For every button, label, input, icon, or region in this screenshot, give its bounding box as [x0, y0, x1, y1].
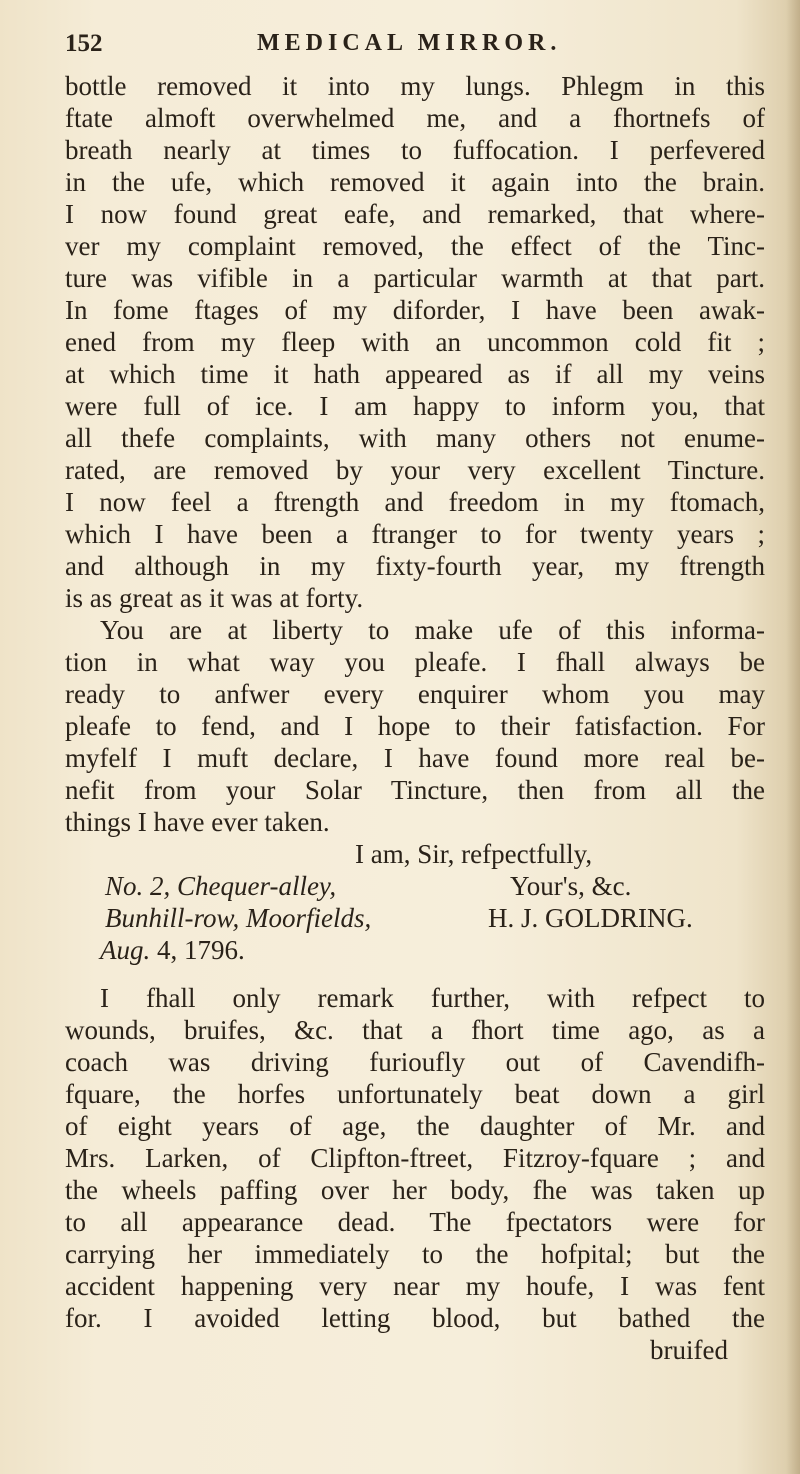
signature-row-1	[65, 870, 765, 902]
text-line: ture was vifible in a particular warmth at that part.	[65, 263, 765, 293]
page-header	[65, 24, 765, 64]
address-line-1: No. 2, Chequer-alley,	[105, 871, 337, 901]
text-line: nefit from your Solar Tincture, then from all the	[65, 775, 765, 805]
text-line: and although in my fixty-fourth year, my ftrength	[65, 551, 765, 581]
text-line: bottle removed it into my lungs. Phlegm in this	[65, 71, 765, 101]
text-line: all thefe complaints, with many others not enume-	[65, 423, 765, 453]
text-line: is as great as it was at forty.	[65, 583, 364, 613]
text-line: ftate almoft overwhelmed me, and a fhortnefs of	[65, 103, 765, 133]
text-line: breath nearly at times to fuffocation. I perfevered	[65, 135, 765, 165]
signer-name: H. J. GOLDRING.	[488, 903, 693, 933]
text-line: tion in what way you pleafe. I fhall always be	[65, 647, 765, 677]
text-line: In fome ftages of my diforder, I have been awak-	[65, 295, 765, 325]
letter-paragraph-1	[65, 70, 765, 614]
text-line: coach was driving furioufly out of Cavendifh-	[65, 1047, 765, 1077]
text-line: accident happening very near my houfe, I was fent	[65, 1271, 765, 1301]
commentary-paragraph	[65, 982, 765, 1334]
date-rest: 4, 1796.	[157, 935, 245, 965]
text-line: in the ufe, which removed it again into the brain.	[65, 167, 765, 197]
text-line: carrying her immediately to the hofpital; but the	[65, 1239, 765, 1269]
text-line: ened from my fleep with an uncommon cold fit ;	[65, 327, 765, 357]
text-line: pleafe to fend, and I hope to their fatisfaction. For	[65, 711, 765, 741]
catchword: bruifed	[650, 1335, 728, 1365]
text-line: wounds, bruifes, &c. that a fhort time ago, as a	[65, 1015, 765, 1045]
text-line: were full of ice. I am happy to inform you, that	[65, 391, 765, 421]
text-line: I now found great eafe, and remarked, that where-	[65, 199, 765, 229]
text-line: things I have ever taken.	[65, 807, 330, 837]
text-line: You are at liberty to make ufe of this informa-	[100, 615, 765, 645]
yours-line: Your's, &c.	[510, 871, 632, 901]
signature-closing: I am, Sir, refpectfully,	[355, 839, 593, 869]
letter-date	[100, 934, 245, 966]
text-line: ready to anfwer every enquirer whom you may	[65, 679, 765, 709]
text-line: ver my complaint removed, the effect of the Tinc-	[65, 231, 765, 261]
text-line: which I have been a ftranger to for twenty years ;	[65, 519, 765, 549]
text-line: myfelf I muft declare, I have found more real be-	[65, 743, 765, 773]
text-line: of eight years of age, the daughter of Mr. and	[65, 1111, 765, 1141]
signature-row-2	[65, 902, 765, 934]
page-number: 152	[65, 30, 103, 57]
text-line: the wheels paffing over her body, fhe was taken up	[65, 1175, 765, 1205]
text-line: at which time it hath appeared as if all my veins	[65, 359, 765, 389]
text-line: Mrs. Larken, of Clipfton-ftreet, Fitzroy-fquare ; and	[65, 1143, 765, 1173]
letter-paragraph-2	[65, 614, 765, 838]
running-title: MEDICAL MIRROR.	[257, 30, 562, 56]
page-edge-shadow	[786, 0, 800, 1474]
date-month: Aug.	[100, 935, 151, 965]
text-line: I now feel a ftrength and freedom in my ftomach,	[65, 487, 765, 517]
text-line: for. I avoided letting blood, but bathed the	[65, 1303, 765, 1333]
address-line-2: Bunhill-row, Moorfields,	[105, 903, 372, 933]
text-line: to all appearance dead. The fpectators were for	[65, 1207, 765, 1237]
text-line: I fhall only remark further, with refpect to	[100, 983, 765, 1013]
text-line: fquare, the horfes unfortunately beat down a girl	[65, 1079, 765, 1109]
text-line: rated, are removed by your very excellent Tincture.	[65, 455, 765, 485]
